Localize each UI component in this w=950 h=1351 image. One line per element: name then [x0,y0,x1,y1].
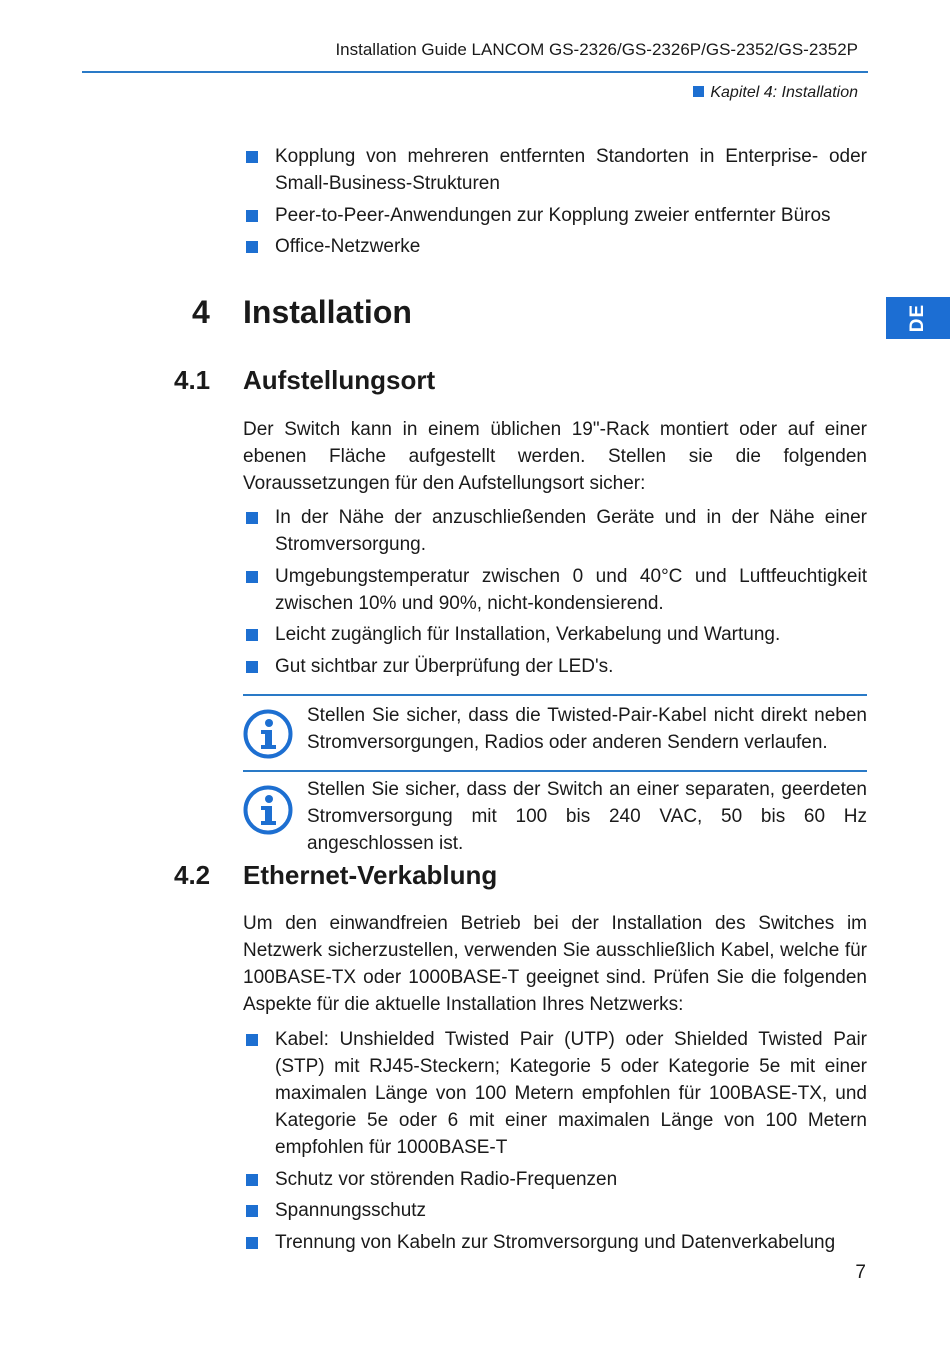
language-tab [886,297,950,339]
list-item [243,143,867,197]
language-tab-label: DE [907,303,928,333]
list-item-text: In der Nähe der anzuschließenden Geräte und in der Nähe einer Stromversorgung. [275,507,867,555]
list-item-text: Umgebungstemperatur zwischen 0 und 40°C und Luftfeuchtigkeit zwischen 10% und 90%, nicht-kondensierend. [275,565,867,614]
list-item [243,233,867,260]
list-item [243,1166,867,1193]
list-item-text: Kopplung von mehreren entfernten Standorten in Enterprise- oder Small-Business-Strukturen [275,146,867,194]
intro-bullet-list [243,143,867,265]
list-item-text: Trennung von Kabeln zur Stromversorgung und Datenverkabelung [275,1231,836,1253]
square-bullet-icon [246,1174,258,1186]
body-paragraph: Um den einwandfreien Betrieb bei der Installation des Switches im Netzwerk sicherzustellen, verwenden Sie ausschließlich Kabel, welche für 100BASE-TX oder 1000BASE-T geeignet sind. Prüfen Sie die folgenden Aspekte für die aktuelle Installation Ihres Netzwerks: [243,913,867,1015]
square-bullet-icon [246,512,258,524]
document-header-title: Installation Guide LANCOM GS-2326/GS-2326P/GS-2352/GS-2352P [335,40,858,59]
list-item [243,621,867,648]
list-item-text: Schutz vor störenden Radio-Frequenzen [275,1168,618,1190]
section-number: 4 [192,294,210,330]
chapter-reference [693,84,858,102]
subsection-title: Ethernet-Verkablung [243,860,498,890]
list-item [243,202,867,229]
list-item-text: Spannungsschutz [275,1200,427,1221]
note-divider [243,770,867,772]
note-text: Stellen Sie sicher, dass die Twisted-Pair-Kabel nicht direkt neben Stromversorgungen, Radios oder anderen Sendern verlaufen. [307,705,867,753]
note-text: Stellen Sie sicher, dass der Switch an einer separaten, geerdeten Stromversorgung mit 100 bis 240 VAC, 50 bis 60 Hz angeschlossen ist. [307,779,867,854]
list-item [243,563,867,617]
subsection-title: Aufstellungsort [243,365,436,395]
square-bullet-icon [246,241,258,253]
subsection-number: 4.2 [174,860,211,890]
list-item-text: Kabel: Unshielded Twisted Pair (UTP) oder Shielded Twisted Pair (STP) mit RJ45-Steckern; Kategorie 5 oder Kategorie 5e mit einer maximalen Länge von 100 Metern empfohlen für 100BASE-TX, und Kategorie 5e oder 6 mit einer maximalen Länge von 100 Metern empfohlen für 1000BASE-T [275,1029,867,1158]
list-item-text: Gut sichtbar zur Überprüfung der LED's. [275,655,614,677]
section-title: Installation [243,294,412,330]
square-bullet-icon [246,151,258,163]
square-bullet-icon [246,629,258,641]
square-bullet-icon [246,661,258,673]
square-bullet-icon [246,571,258,583]
info-icon [243,709,293,759]
list-item [243,653,867,680]
square-bullet-icon [246,1034,258,1046]
chapter-reference-label: Kapitel 4: Installation [710,84,858,101]
square-bullet-icon [246,1237,258,1249]
header-divider [82,71,868,73]
square-bullet-icon [693,86,704,97]
list-item [243,504,867,558]
page-number: 7 [855,1262,866,1283]
list-item-text: Peer-to-Peer-Anwendungen zur Kopplung zweier entfernter Büros [275,204,831,226]
list-item [243,1229,867,1256]
cabling-bullet-list [243,1026,867,1260]
list-item-text: Leicht zugänglich für Installation, Verkabelung und Wartung. [275,624,781,645]
note-divider [243,694,867,696]
list-item [243,1197,867,1224]
info-icon [243,785,293,835]
square-bullet-icon [246,1205,258,1217]
body-paragraph: Der Switch kann in einem üblichen 19"-Rack montiert oder auf einer ebenen Fläche aufgestellt werden. Stellen sie die folgenden Voraussetzungen für den Aufstellungsort sicher: [243,419,867,494]
requirements-bullet-list [243,504,867,684]
square-bullet-icon [246,210,258,222]
list-item-text: Office-Netzwerke [275,236,421,257]
list-item [243,1026,867,1161]
subsection-number: 4.1 [174,365,211,395]
